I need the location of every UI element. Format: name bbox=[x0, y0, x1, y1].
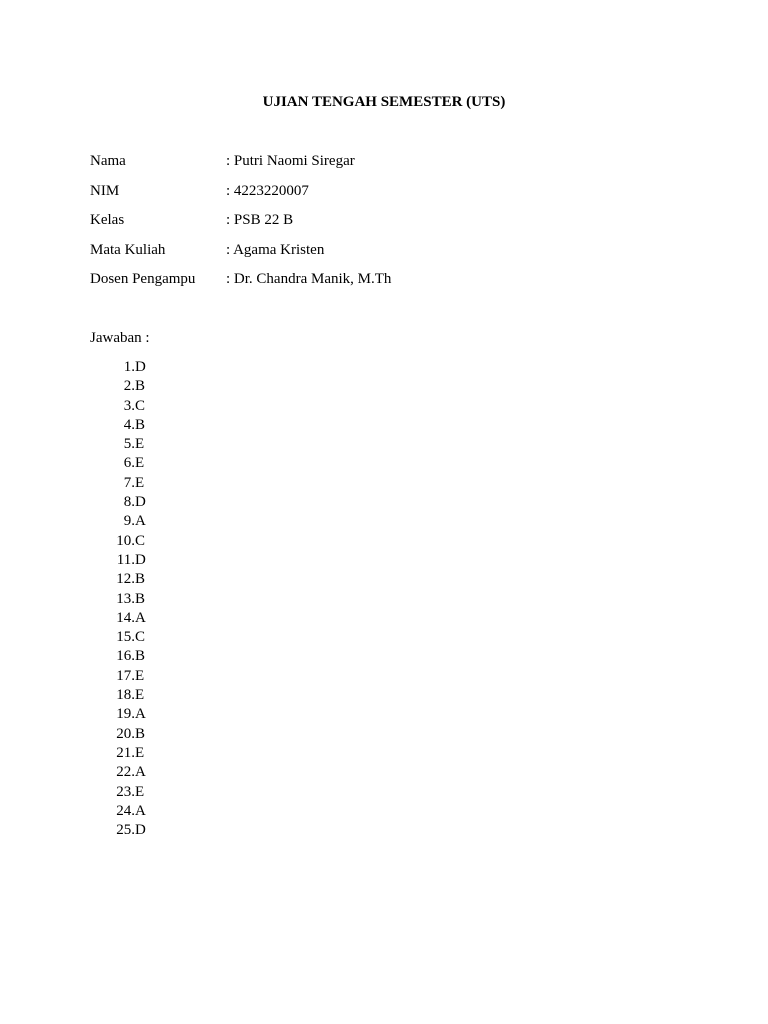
answer-letter: A bbox=[135, 513, 146, 530]
answer-item bbox=[108, 725, 146, 744]
answer-letter: A bbox=[135, 706, 146, 723]
answer-number: 7. bbox=[123, 474, 135, 491]
answer-item bbox=[108, 647, 146, 666]
answer-item bbox=[108, 377, 146, 396]
answer-number: 18. bbox=[116, 687, 135, 704]
answer-number: 22. bbox=[116, 764, 135, 781]
answer-number: 14. bbox=[116, 609, 135, 626]
info-label: Mata Kuliah bbox=[90, 241, 166, 258]
answer-list bbox=[108, 358, 146, 840]
info-label: Kelas bbox=[90, 212, 125, 229]
answer-number: 5. bbox=[123, 436, 135, 453]
answer-item bbox=[108, 590, 146, 609]
answer-letter: D bbox=[135, 359, 146, 375]
answer-number: 6. bbox=[123, 455, 135, 472]
answer-letter: E bbox=[135, 744, 145, 761]
answer-item bbox=[108, 358, 146, 377]
student-info bbox=[90, 150, 690, 298]
info-row-mata-kuliah bbox=[90, 239, 690, 269]
answer-number: 4. bbox=[123, 416, 135, 433]
answer-item bbox=[108, 783, 146, 802]
answer-letter: E bbox=[135, 474, 145, 491]
answer-letter: B bbox=[135, 571, 146, 588]
answer-item bbox=[108, 705, 146, 724]
info-value: : 4223220007 bbox=[226, 182, 309, 199]
answer-letter: D bbox=[135, 551, 146, 568]
answer-letter: E bbox=[135, 783, 145, 800]
answer-number: 16. bbox=[116, 648, 135, 665]
info-row-kelas bbox=[90, 209, 690, 239]
answer-letter: C bbox=[135, 532, 146, 549]
info-value: : Agama Kristen bbox=[226, 241, 325, 258]
answer-letter: A bbox=[135, 609, 146, 626]
answer-number: 3. bbox=[123, 397, 135, 414]
answer-number: 11. bbox=[116, 551, 135, 568]
info-value: : PSB 22 B bbox=[226, 212, 294, 229]
answer-item bbox=[108, 416, 146, 435]
answer-item bbox=[108, 397, 146, 416]
answer-number: 13. bbox=[116, 590, 135, 607]
info-label: NIM bbox=[90, 182, 120, 199]
answer-item bbox=[108, 551, 146, 570]
answer-item bbox=[108, 609, 146, 628]
answer-number: 21. bbox=[116, 744, 135, 761]
answer-item bbox=[108, 686, 146, 705]
answer-item bbox=[108, 532, 146, 551]
info-label: Dosen Pengampu bbox=[90, 271, 196, 288]
answer-item bbox=[108, 667, 146, 686]
answer-item bbox=[108, 628, 146, 647]
answer-item bbox=[108, 744, 146, 763]
answer-letter: B bbox=[135, 648, 146, 665]
info-value: : Dr. Chandra Manik, M.Th bbox=[226, 271, 392, 288]
info-row-nama bbox=[90, 150, 690, 180]
answer-letter: E bbox=[135, 455, 145, 472]
answer-letter: D bbox=[135, 494, 146, 511]
answer-item bbox=[108, 802, 146, 821]
answer-number: 25. bbox=[116, 822, 135, 839]
answer-item bbox=[108, 454, 146, 473]
answer-letter: A bbox=[135, 802, 146, 819]
answer-letter: A bbox=[135, 764, 146, 781]
answer-letter: C bbox=[135, 629, 146, 646]
answer-letter: B bbox=[135, 725, 146, 742]
info-label: Nama bbox=[90, 153, 126, 169]
answers-heading: Jawaban : bbox=[90, 330, 150, 346]
answer-number: 24. bbox=[116, 802, 135, 819]
answer-number: 19. bbox=[116, 706, 135, 723]
answer-item bbox=[108, 435, 146, 454]
info-value: : Putri Naomi Siregar bbox=[226, 153, 355, 169]
answer-letter: B bbox=[135, 590, 146, 607]
document-title: UJIAN TENGAH SEMESTER (UTS) bbox=[262, 94, 506, 110]
answer-number: 1. bbox=[123, 359, 135, 375]
answer-number: 10. bbox=[116, 532, 135, 549]
answer-item bbox=[108, 512, 146, 531]
answer-letter: D bbox=[135, 822, 146, 839]
answer-item bbox=[108, 474, 146, 493]
answer-number: 8. bbox=[123, 494, 135, 511]
answer-number: 23. bbox=[116, 783, 135, 800]
answer-number: 17. bbox=[116, 667, 135, 684]
answer-letter: E bbox=[135, 667, 145, 684]
answer-letter: B bbox=[135, 416, 146, 433]
answer-number: 20. bbox=[116, 725, 135, 742]
answer-number: 9. bbox=[123, 513, 135, 530]
info-row-nim bbox=[90, 180, 690, 210]
answer-item bbox=[108, 570, 146, 589]
info-row-dosen-pengampu bbox=[90, 268, 690, 298]
answer-letter: B bbox=[135, 378, 146, 395]
answer-item bbox=[108, 763, 146, 782]
answer-item bbox=[108, 821, 146, 840]
answer-number: 12. bbox=[116, 571, 135, 588]
answer-number: 15. bbox=[116, 629, 135, 646]
answer-letter: E bbox=[135, 436, 145, 453]
answer-letter: C bbox=[135, 397, 146, 414]
answer-item bbox=[108, 493, 146, 512]
answer-letter: E bbox=[135, 687, 145, 704]
answer-number: 2. bbox=[123, 378, 135, 395]
